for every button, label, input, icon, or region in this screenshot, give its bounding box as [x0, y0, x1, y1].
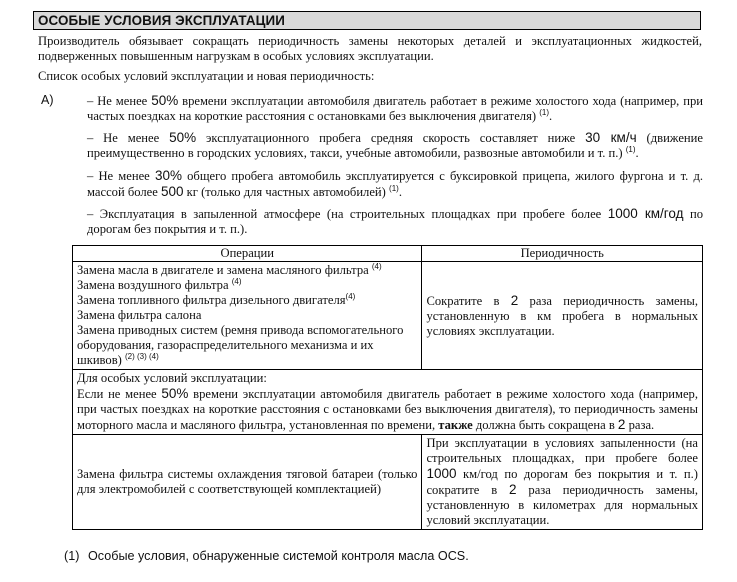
operations-cell	[73, 262, 422, 370]
table-row	[73, 262, 703, 370]
special-conditions-cell: Для особых условий эксплуатации: Если не менее 50% времени эксплуатации автомобиля двигатель работает в режиме холостого хода (например, при частых поездках на короткие расстояния с остановками без выключения двигателя), то периодичность замены моторного масла и масляного фильтра, установленная по времени, также должна быть сокращена в 2 раза.	[73, 370, 703, 435]
condition-4: – Эксплуатация в запыленной атмосфере (на строительных площадках при пробеге более 1000 км/год по дорогам без покрытия и т. п.).	[87, 206, 704, 236]
table-header-row	[73, 246, 703, 262]
condition-1: – Не менее 50% времени эксплуатации автомобиля двигатель работает в режиме холостого хода (например, при частых поездках на короткие расстояния с остановками без выключения двигателя) $^{(1)}$.	[87, 93, 703, 123]
operation-item: Замена фильтра салона	[77, 308, 202, 322]
battery-filter-cell: Замена фильтра системы охлаждения тяговой батареи (только для электромобилей с соответствующей комплектацией)	[73, 435, 422, 530]
operation-item: Замена топливного фильтра дизельного двигателя$^{(4)}$	[77, 291, 356, 307]
operation-item: Замена масла в двигателе и замена масляного фильтра $^{(4)}$	[77, 261, 382, 277]
operations-table	[72, 245, 703, 530]
footnote	[64, 549, 469, 564]
operation-item: Замена приводных систем (ремня привода вспомогательного оборудования, газораспределительного механизма и их шкивов) $^{(2) (3) (4)}$	[77, 323, 404, 367]
special-conditions-heading: Для особых условий эксплуатации:	[77, 371, 267, 385]
footnote-text: Особые условия, обнаруженные системой контроля масла OCS.	[88, 549, 469, 563]
dust-periodicity-cell: При эксплуатации в условиях запыленности (на строительных площадках, при пробеге более 1000 км/год по дорогам без покрытия и т. п.) сократите в 2 раза периодичность замены, установленную в километрах для нормальных условий эксплуатации.	[422, 435, 703, 530]
periodicity-cell: Сократите в 2 раза периодичность замены, установленную в км пробега в нормальных условиях эксплуатации.	[422, 262, 703, 370]
list-caption: Список особых условий эксплуатации и новая периодичность:	[38, 69, 375, 83]
header-periodicity: Периодичность	[422, 246, 703, 262]
table-row	[73, 435, 703, 530]
section-label: A)	[41, 93, 54, 107]
condition-2: – Не менее 50% эксплуатационного пробега средняя скорость составляет ниже 30 км/ч (движение преимущественно в городских условиях, такси, учебные автомобили, развозные автомобили и т. п.) $^{(1)}$.	[87, 130, 704, 160]
condition-3: – Не менее 30% общего пробега автомобиль эксплуатируется с буксировкой прицепа, жилого фургона и т. д. массой более 500 кг (только для частных автомобилей) $^{(1)}$.	[87, 168, 703, 199]
header-operations: Операции	[73, 246, 422, 262]
intro-paragraph: Производитель обязывает сокращать периодичность замены некоторых деталей и эксплуатационных жидкостей, подверженных повышенным нагрузкам в особых условиях эксплуатации.	[38, 34, 702, 63]
footnote-number: (1)	[64, 549, 80, 563]
section-title: ОСОБЫЕ УСЛОВИЯ ЭКСПЛУАТАЦИИ	[33, 11, 701, 30]
operation-item: Замена воздушного фильтра $^{(4)}$	[77, 276, 242, 292]
table-row	[73, 370, 703, 435]
